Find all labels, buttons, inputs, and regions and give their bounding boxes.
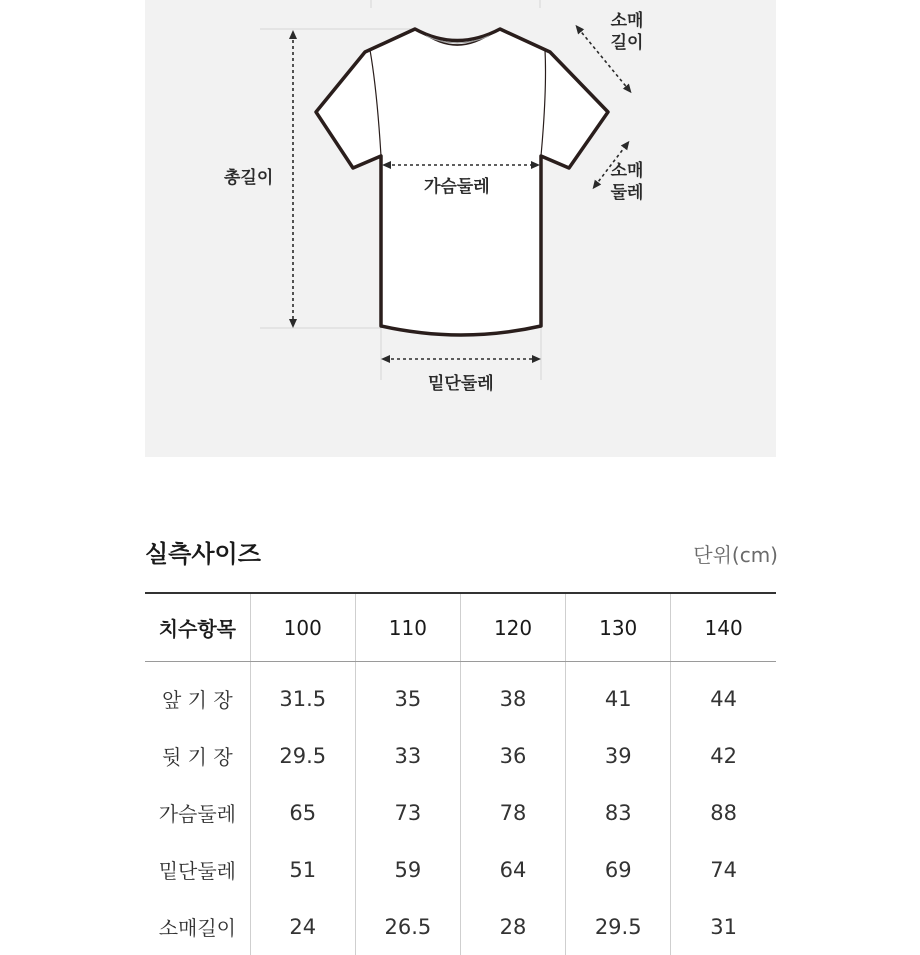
table-cell: 59 [355, 841, 460, 898]
table-cell: 88 [710, 800, 737, 825]
table-cell: 26.5 [355, 898, 460, 955]
header-label: 치수항목 [145, 593, 250, 662]
unit-label: 단위(cm) [693, 543, 778, 567]
sleeve-length-label [607, 10, 647, 54]
section-title: 실측사이즈 [145, 540, 261, 568]
header-size: 130 [566, 593, 671, 662]
table-cell: 69 [566, 841, 671, 898]
table-cell: 73 [355, 784, 460, 841]
table-cell: 42 [710, 743, 737, 768]
sleeve-circ-label-line2: 둘레 [610, 183, 644, 203]
sleeve-circ-label [607, 160, 647, 204]
sleeve-length-label-line2: 길이 [610, 33, 644, 53]
table-cell: 39 [566, 727, 671, 784]
size-diagram-panel [145, 0, 776, 457]
hem-label: 밑단둘레 [428, 374, 494, 394]
row-label: 밑단둘레 [145, 841, 250, 898]
table-cell: 51 [250, 841, 355, 898]
table-cell: 36 [460, 727, 565, 784]
table-cell: 65 [250, 784, 355, 841]
table-row [145, 727, 776, 784]
header-size: 110 [355, 593, 460, 662]
row-label: 뒷 기 장 [145, 727, 250, 784]
table-cell: 44 [710, 686, 737, 711]
table-cell: 29.5 [250, 727, 355, 784]
sleeve-length-label-line1: 소매 [610, 11, 644, 31]
table-cell: 74 [710, 857, 737, 882]
header-size: 120 [460, 593, 565, 662]
table-row [145, 662, 776, 728]
table-row [145, 898, 776, 955]
table-cell: 28 [460, 898, 565, 955]
table-cell: 83 [566, 784, 671, 841]
table-cell: 78 [460, 784, 565, 841]
table-cell: 64 [460, 841, 565, 898]
table-header-row [145, 593, 776, 662]
header-size: 140 [671, 593, 776, 662]
row-label: 앞 기 장 [145, 662, 250, 728]
size-table [145, 592, 776, 955]
sleeve-circ-label-line1: 소매 [610, 161, 644, 181]
table-cell: 29.5 [566, 898, 671, 955]
table-cell: 41 [566, 662, 671, 728]
table-cell: 33 [355, 727, 460, 784]
header-size: 100 [250, 593, 355, 662]
table-row [145, 784, 776, 841]
table-row [145, 841, 776, 898]
table-cell: 31 [710, 914, 737, 939]
chest-label: 가슴둘레 [424, 177, 490, 197]
table-cell: 24 [250, 898, 355, 955]
table-cell: 38 [460, 662, 565, 728]
row-label: 가슴둘레 [145, 784, 250, 841]
table-cell: 35 [355, 662, 460, 728]
table-cell: 31.5 [250, 662, 355, 728]
total-length-label: 총길이 [224, 168, 274, 188]
row-label: 소매길이 [145, 898, 250, 955]
